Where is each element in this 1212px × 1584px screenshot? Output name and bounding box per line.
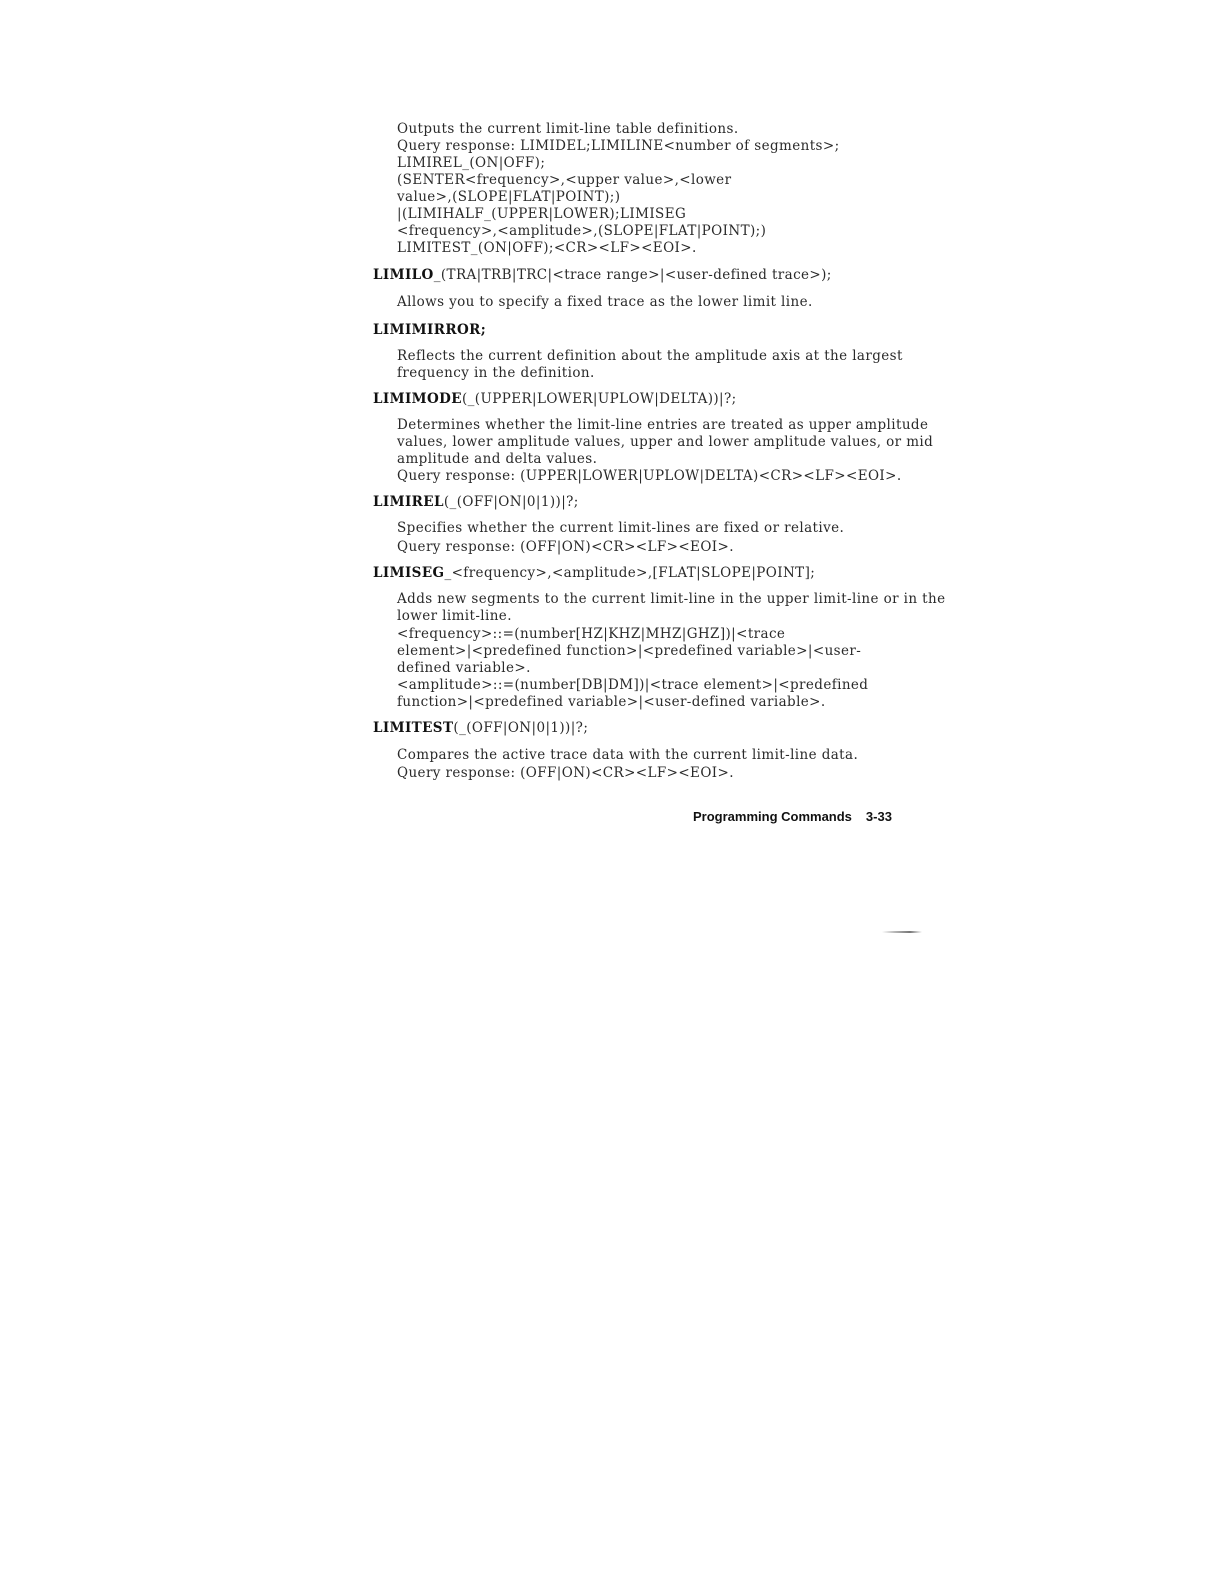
command-syntax: _(TRA|TRB|TRC|<trace range>|<user-defined trace>);	[433, 267, 832, 283]
intro-line: LIMITEST_(ON|OFF);<CR><LF><EOI>.	[397, 240, 697, 256]
command-heading-limimode	[373, 391, 737, 408]
command-syntax: (_(UPPER|LOWER|UPLOW|DELTA))|?;	[461, 391, 737, 407]
command-description-line: Query response: (UPPER|LOWER|UPLOW|DELTA)<CR><LF><EOI>.	[397, 468, 902, 484]
command-syntax: (_(OFF|ON|0|1))|?;	[443, 494, 579, 510]
command-description-line: Compares the active trace data with the current limit-line data.	[397, 747, 859, 763]
intro-line: Query response: LIMIDEL;LIMILINE<number of segments>;	[397, 138, 840, 154]
command-description-line: Query response: (OFF|ON)<CR><LF><EOI>.	[397, 765, 734, 781]
command-heading-limilo	[373, 267, 832, 284]
command-name: LIMIMIRROR;	[373, 322, 487, 338]
intro-line: value>,(SLOPE|FLAT|POINT);)	[397, 189, 621, 205]
footer-section-title: Programming Commands	[693, 809, 852, 824]
command-description-line: <frequency>::=(number[HZ|KHZ|MHZ|GHZ])|<trace	[397, 626, 786, 642]
command-name: LIMITEST	[373, 720, 454, 736]
command-heading-limitest	[373, 720, 588, 737]
command-description-line: Determines whether the limit-line entries are treated as upper amplitude	[397, 417, 929, 433]
command-description-line: Adds new segments to the current limit-line in the upper limit-line or in the	[397, 591, 946, 607]
command-description-line: defined variable>.	[397, 660, 531, 676]
command-description-line: <amplitude>::=(number[DB|DM])|<trace element>|<predefined	[397, 677, 869, 693]
command-description-line: function>|<predefined variable>|<user-defined variable>.	[397, 694, 826, 710]
command-name: LIMIREL	[373, 494, 444, 510]
intro-line: Outputs the current limit-line table definitions.	[397, 121, 739, 137]
page-footer	[693, 809, 892, 824]
intro-line: (SENTER<frequency>,<upper value>,<lower	[397, 172, 732, 188]
command-name: LIMISEG	[373, 565, 445, 581]
intro-line: LIMIREL_(ON|OFF);	[397, 155, 546, 171]
command-name: LIMILO	[373, 267, 434, 283]
scan-speck	[882, 931, 922, 933]
command-description-line: Allows you to specify a fixed trace as the lower limit line.	[397, 294, 813, 310]
command-syntax: _<frequency>,<amplitude>,[FLAT|SLOPE|POINT];	[444, 565, 816, 581]
command-heading-limirel	[373, 494, 579, 511]
command-description-line: Reflects the current definition about the amplitude axis at the largest	[397, 348, 903, 364]
command-description-line: values, lower amplitude values, upper and lower amplitude values, or mid	[397, 434, 934, 450]
command-syntax: (_(OFF|ON|0|1))|?;	[453, 720, 589, 736]
command-description-line: lower limit-line.	[397, 608, 512, 624]
command-description-line: amplitude and delta values.	[397, 451, 598, 467]
page-number: 3-33	[865, 809, 892, 824]
command-description-line: Query response: (OFF|ON)<CR><LF><EOI>.	[397, 539, 734, 555]
command-description-line: frequency in the definition.	[397, 365, 595, 381]
intro-line: <frequency>,<amplitude>,(SLOPE|FLAT|POINT);)	[397, 223, 767, 239]
command-heading-limiseg	[373, 565, 815, 582]
command-heading-limimirror	[373, 322, 486, 339]
command-description-line: element>|<predefined function>|<predefined variable>|<user-	[397, 643, 862, 659]
command-name: LIMIMODE	[373, 391, 462, 407]
command-description-line: Specifies whether the current limit-lines are fixed or relative.	[397, 520, 845, 536]
intro-line: |(LIMIHALF_(UPPER|LOWER);LIMISEG	[397, 206, 687, 222]
